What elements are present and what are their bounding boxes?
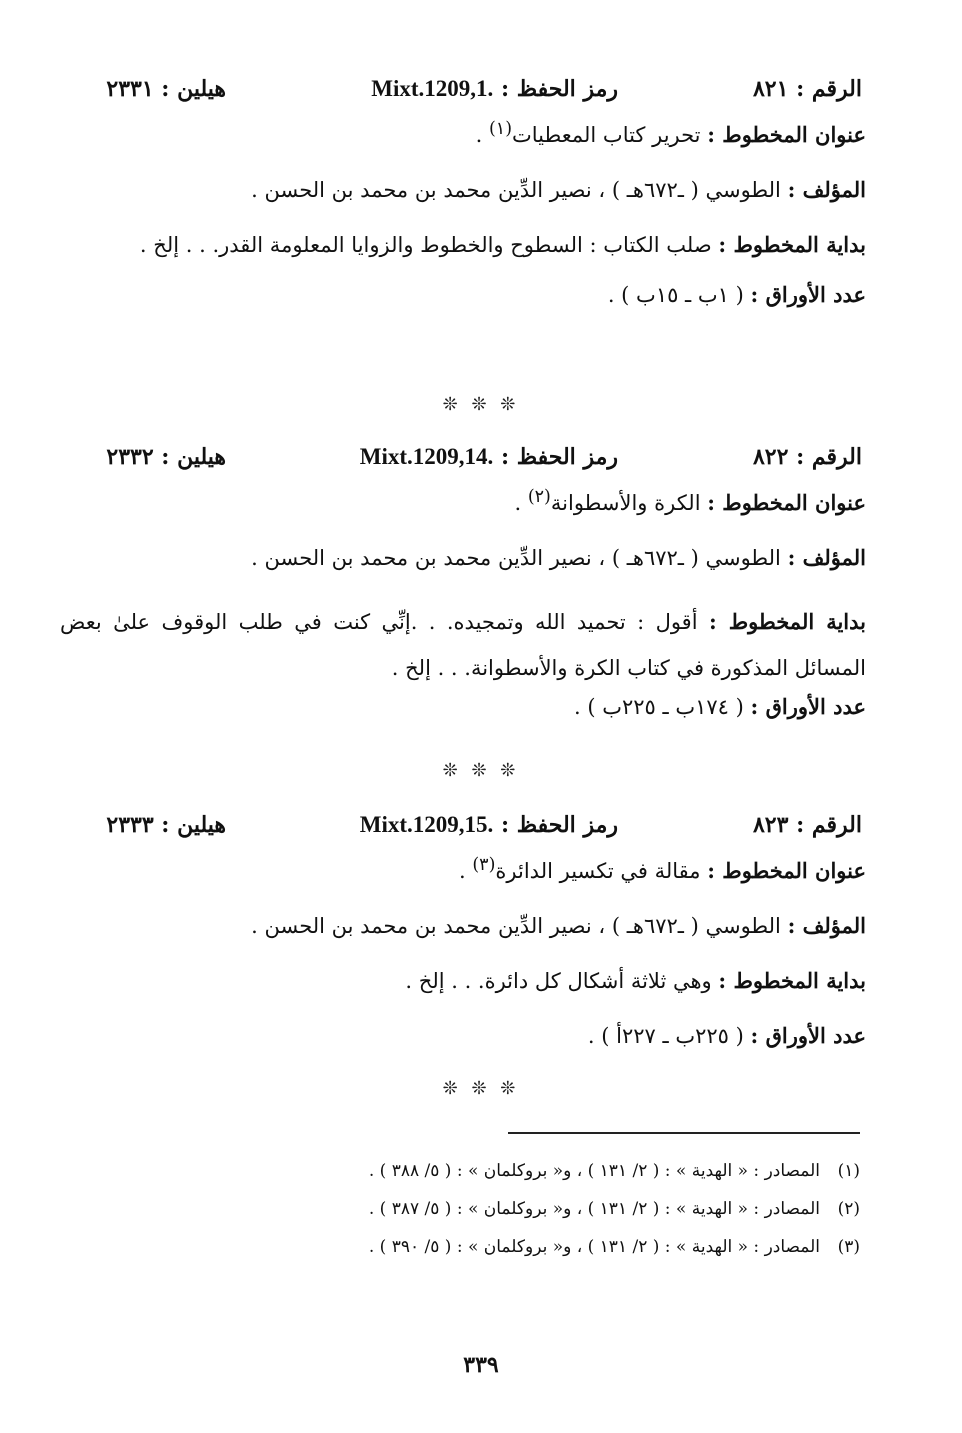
title-end: . <box>514 491 528 515</box>
author-text: الطوسي ( ـ٦٧٢هـ ) ، نصير الدِّين محمد بن محمد بن الحسن . <box>251 546 781 570</box>
footnote-text: المصادر : « الهدية » : ( ٢/ ١٣١ ) ، و« بروكلمان » : ( ٥/ ٣٨٧ ) . <box>368 1199 820 1219</box>
shelfmark-value: Mixt.1209,15. <box>359 812 494 837</box>
leaves-text: ( ١ب ـ ١٥ب ) . <box>607 283 744 307</box>
leaves-text: ( ١٧٤ب ـ ٢٢٥ب ) . <box>573 695 744 719</box>
leaves-label: عدد الأوراق : <box>750 694 866 719</box>
footnote-rule <box>508 1132 860 1134</box>
footnote-text: المصادر : « الهدية » : ( ٢/ ١٣١ ) ، و« بروكلمان » : ( ٥/ ٣٩٠ ) . <box>368 1237 820 1257</box>
heiline-number: هيلين : ٢٣٣٢ <box>106 444 226 470</box>
incipit-text: وهي ثلاثة أشكال كل دائرة. . . إلخ . <box>405 969 712 993</box>
title-text: تحرير كتاب المعطيات <box>512 123 701 147</box>
footnote-number: (١) <box>837 1161 860 1181</box>
author-text: الطوسي ( ـ٦٧٢هـ ) ، نصير الدِّين محمد بن محمد بن الحسن . <box>251 914 781 938</box>
shelfmark-label: رمز الحفظ : <box>493 444 618 470</box>
title-end: . <box>475 123 489 147</box>
heiline-number: هيلين : ٢٣٣٣ <box>106 812 226 838</box>
entry-number: الرقم : ٨٢١ <box>752 76 862 102</box>
incipit-label: بداية المخطوط : <box>718 968 866 993</box>
leaves-line <box>60 693 866 721</box>
leaves-label: عدد الأوراق : <box>750 1023 866 1048</box>
author-text: الطوسي ( ـ٦٧٢هـ ) ، نصير الدِّين محمد بن محمد بن الحسن . <box>251 178 781 202</box>
entry-header <box>60 76 866 116</box>
title-line <box>60 852 866 885</box>
footnote-ref: (١) <box>488 119 513 139</box>
incipit-line <box>60 967 866 995</box>
footnote-ref: (٣) <box>472 855 496 875</box>
incipit-line <box>60 231 866 259</box>
author-line <box>60 912 866 940</box>
shelfmark-label: رمز الحفظ : <box>493 812 618 838</box>
shelfmark-value: Mixt.1209,1. <box>371 76 494 101</box>
author-label: المؤلف : <box>787 177 866 202</box>
shelfmark <box>360 812 618 838</box>
title-label: عنوان المخطوط : <box>707 490 866 515</box>
shelfmark <box>371 76 618 102</box>
title-end: . <box>458 859 473 883</box>
footnote-2 <box>220 1198 860 1220</box>
author-label: المؤلف : <box>787 545 866 570</box>
title-label: عنوان المخطوط : <box>707 122 866 147</box>
shelfmark-value: Mixt.1209,14. <box>359 444 494 469</box>
title-text: الكرة والأسطوانة <box>550 491 701 515</box>
entry-number: الرقم : ٨٢٢ <box>752 444 862 470</box>
author-line <box>60 176 866 204</box>
incipit-line <box>60 599 866 691</box>
entry-822 <box>60 444 866 748</box>
incipit-text: أقول : تحميد الله وتمجيده. . .إنِّي كنت في طلب الوقوف علىٰ بعض المسائل المذكورة في كتاب الكرة والأسطوانة. . . إلخ . <box>60 610 866 680</box>
footnote-1 <box>220 1160 860 1182</box>
page-number: ٣٣٩ <box>463 1352 499 1378</box>
footnote-number: (٣) <box>837 1237 860 1257</box>
shelfmark-label: رمز الحفظ : <box>493 76 618 102</box>
footnote-3 <box>220 1236 860 1258</box>
leaves-line <box>60 1022 866 1050</box>
leaves-text: ( ٢٢٥ب ـ ٢٢٧أ ) . <box>587 1024 744 1048</box>
separator: ❊ ❊ ❊ <box>442 1078 520 1099</box>
footnote-number: (٢) <box>837 1199 860 1219</box>
heiline-number: هيلين : ٢٣٣١ <box>106 76 226 102</box>
entry-823 <box>60 812 866 1077</box>
incipit-text: صلب الكتاب : السطوح والخطوط والزوايا المعلومة القدر. . . إلخ . <box>139 233 712 257</box>
title-text: مقالة في تكسير الدائرة <box>495 859 701 883</box>
entry-header <box>60 444 866 484</box>
title-line <box>60 116 866 149</box>
title-label: عنوان المخطوط : <box>707 858 866 883</box>
incipit-label: بداية المخطوط : <box>708 609 867 634</box>
separator: ❊ ❊ ❊ <box>442 760 520 781</box>
entry-header <box>60 812 866 852</box>
entry-821 <box>60 76 866 336</box>
entry-number: الرقم : ٨٢٣ <box>752 812 862 838</box>
leaves-label: عدد الأوراق : <box>750 282 866 307</box>
separator: ❊ ❊ ❊ <box>442 394 520 415</box>
author-line <box>60 544 866 572</box>
title-line <box>60 484 866 517</box>
incipit-label: بداية المخطوط : <box>718 232 866 257</box>
author-label: المؤلف : <box>787 913 866 938</box>
shelfmark <box>360 444 618 470</box>
leaves-line <box>60 281 866 309</box>
footnote-ref: (٢) <box>527 487 551 507</box>
footnote-text: المصادر : « الهدية » : ( ٢/ ١٣١ ) ، و« بروكلمان » : ( ٥/ ٣٨٨ ) . <box>368 1161 820 1181</box>
